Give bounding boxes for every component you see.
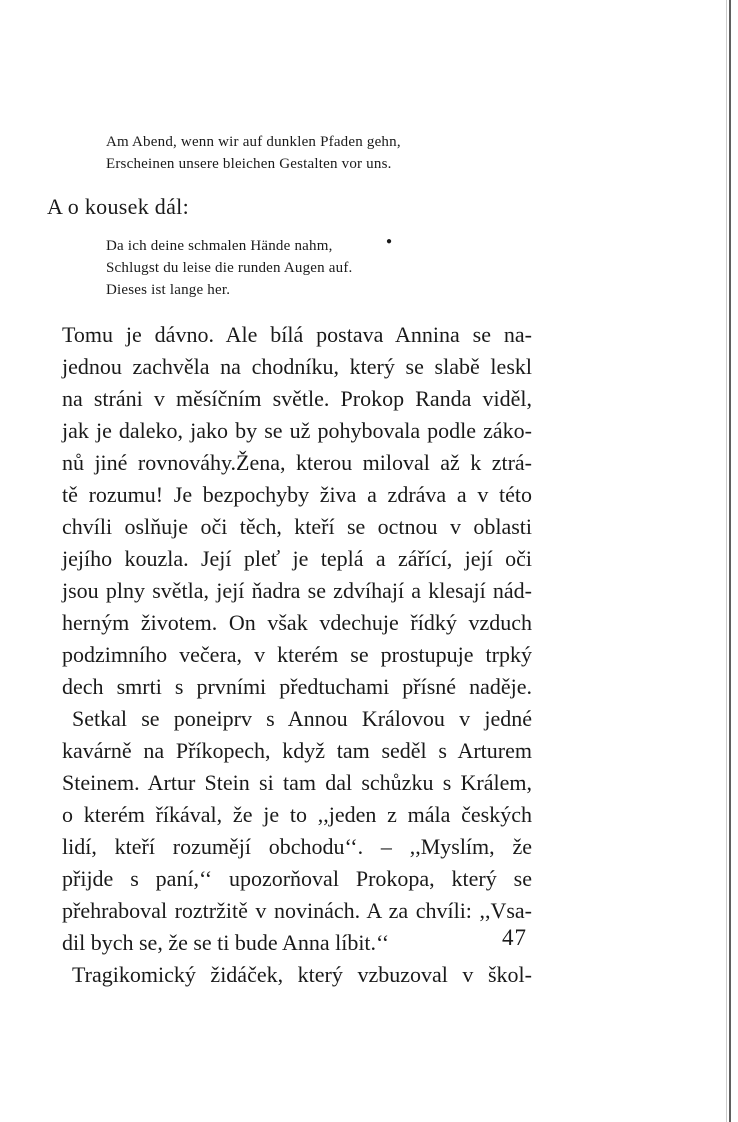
page-number: 47 xyxy=(502,925,527,950)
text-line: nů jiné rovnováhy.Žena, kterou miloval až k ztrá- xyxy=(62,450,532,475)
text-line: chvíli oslňuje oči těch, kteří se octnou v oblasti xyxy=(62,514,532,539)
verse-quote-2 xyxy=(106,235,353,301)
text-line: jednou zachvěla na chodníku, který se slabě leskl xyxy=(62,354,532,379)
text-line: lidí, kteří rozumějí obchodu‘‘. – ,,Myslím, že xyxy=(62,834,532,859)
text-line: Tragikomický židáček, který vzbuzoval v škol- xyxy=(72,962,532,987)
text-line: jak je daleko, jako by se už pohybovala podle záko- xyxy=(62,418,532,443)
verse-quote-1 xyxy=(106,131,401,175)
text-line: přehraboval roztržitě v novinách. A za chvíli: ,,Vsa- xyxy=(62,898,532,923)
verse-line: Am Abend, wenn wir auf dunklen Pfaden gehn, xyxy=(106,134,401,150)
ink-mark-icon: ● xyxy=(386,236,393,247)
page-edge-line xyxy=(729,0,731,1122)
verse-line: Schlugst du leise die runden Augen auf. xyxy=(106,260,353,276)
text-line: jsou plny světla, její ňadra se zdvíhají a klesají nád- xyxy=(62,578,532,603)
page-edge-shadow xyxy=(726,0,727,1122)
text-line: kavárně na Příkopech, když tam seděl s Arturem xyxy=(62,738,532,763)
text-line: herným životem. On však vdechuje řídký vzduch xyxy=(62,610,532,635)
verse-line: Dieses ist lange her. xyxy=(106,282,231,298)
text-line: dech smrti s prvními předtuchami přísné naděje. xyxy=(62,674,532,699)
text-line: Tomu je dávno. Ale bílá postava Annina se na- xyxy=(62,322,532,347)
verse-line: Da ich deine schmalen Hände nahm, xyxy=(106,238,333,254)
text-line: podzimního večera, v kterém se prostupuje trpký xyxy=(62,642,532,667)
text-line: tě rozumu! Je bezpochyby živa a zdráva a v této xyxy=(62,482,532,507)
body-text xyxy=(62,319,532,991)
intro-line: A o kousek dál: xyxy=(47,194,189,219)
text-line: o kterém říkával, že je to ,,jeden z mála českých xyxy=(62,802,532,827)
text-line: Steinem. Artur Stein si tam dal schůzku s Králem, xyxy=(62,770,532,795)
text-line: jejího kouzla. Její pleť je teplá a zářící, její oči xyxy=(62,546,532,571)
text-line: na stráni v měsíčním světle. Prokop Randa viděl, xyxy=(62,386,532,411)
text-line: dil bych se, že se ti bude Anna líbit.‘‘ xyxy=(62,930,390,955)
text-line: přijde s paní,‘‘ upozorňoval Prokopa, který se xyxy=(62,866,532,891)
text-line: Setkal se poneiprv s Annou Královou v jedné xyxy=(72,706,532,731)
verse-line: Erscheinen unsere bleichen Gestalten vor uns. xyxy=(106,156,392,172)
